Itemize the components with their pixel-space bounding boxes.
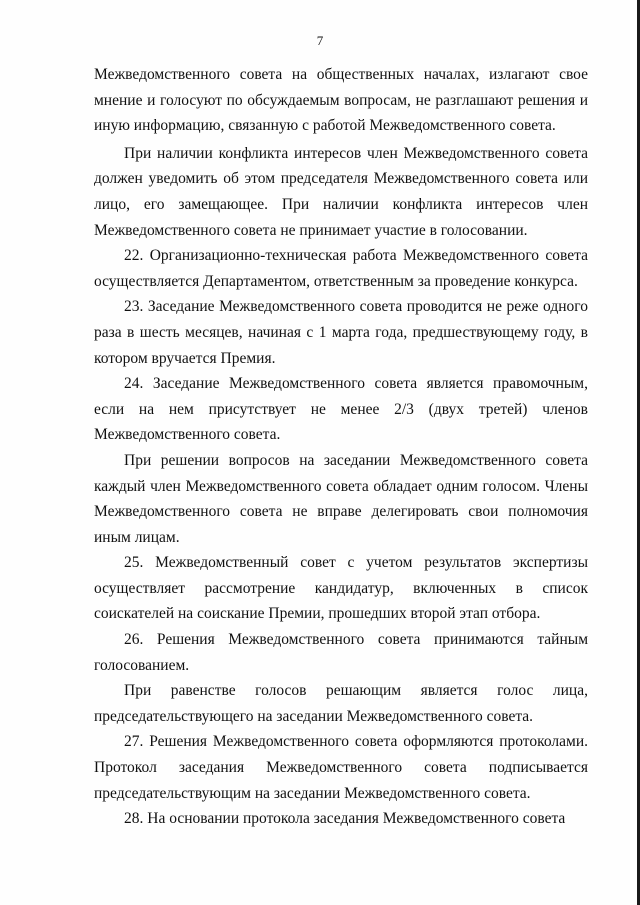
paragraph: Межведомственного совета на общественных началах, излагают свое мнение и голосуют по обсуждаемым вопросам, не разглашают решения и иную информацию, связанную с работой Межведомственного совета. (94, 66, 588, 135)
paragraph: 23. Заседание Межведомственного совета проводится не реже одного раза в шесть месяцев, начиная с 1 марта года, предшествующему году, в котором вручается Премия. (94, 298, 588, 367)
paragraph: 22. Организационно-техническая работа Межведомственного совета осуществляется Департаментом, ответственным за проведение конкурса. (94, 247, 588, 290)
paragraph: 28. На основании протокола заседания Межведомственного совета (124, 810, 566, 828)
document-body (94, 62, 588, 832)
paragraph: При решении вопросов на заседании Межведомственного совета каждый член Межведомственного совета обладает одним голосом. Члены Межведомственного совета не вправе делегировать свои полномочия иным лицам. (94, 451, 588, 546)
paragraph: 24. Заседание Межведомственного совета является правомочным, если на нем присутствует не менее 2/3 (двух третей) членов Межведомственного совета. (94, 375, 588, 444)
page-number: 7 (316, 33, 324, 48)
paragraph: При равенстве голосов решающим является голос лица, председательствующего на заседании Межведомственного совета. (94, 682, 588, 725)
paragraph: 26. Решения Межведомственного совета принимаются тайным голосованием. (94, 631, 588, 674)
paragraph: 27. Решения Межведомственного совета оформляются протоколами. Протокол заседания Межведомственного совета подписывается председательствующим на заседании Межведомственного совета. (94, 733, 588, 802)
paragraph: При наличии конфликта интересов член Межведомственного совета должен уведомить об этом председателя Межведомственного совета или лицо, его замещающее. При наличии конфликта интересов член Межведомственного совета не принимает участие в голосовании. (94, 144, 588, 239)
paragraph: 25. Межведомственный совет с учетом результатов экспертизы осуществляет рассмотрение кандидатур, включенных в список соискателей на соискание Премии, прошедших второй этап отбора. (94, 554, 588, 623)
